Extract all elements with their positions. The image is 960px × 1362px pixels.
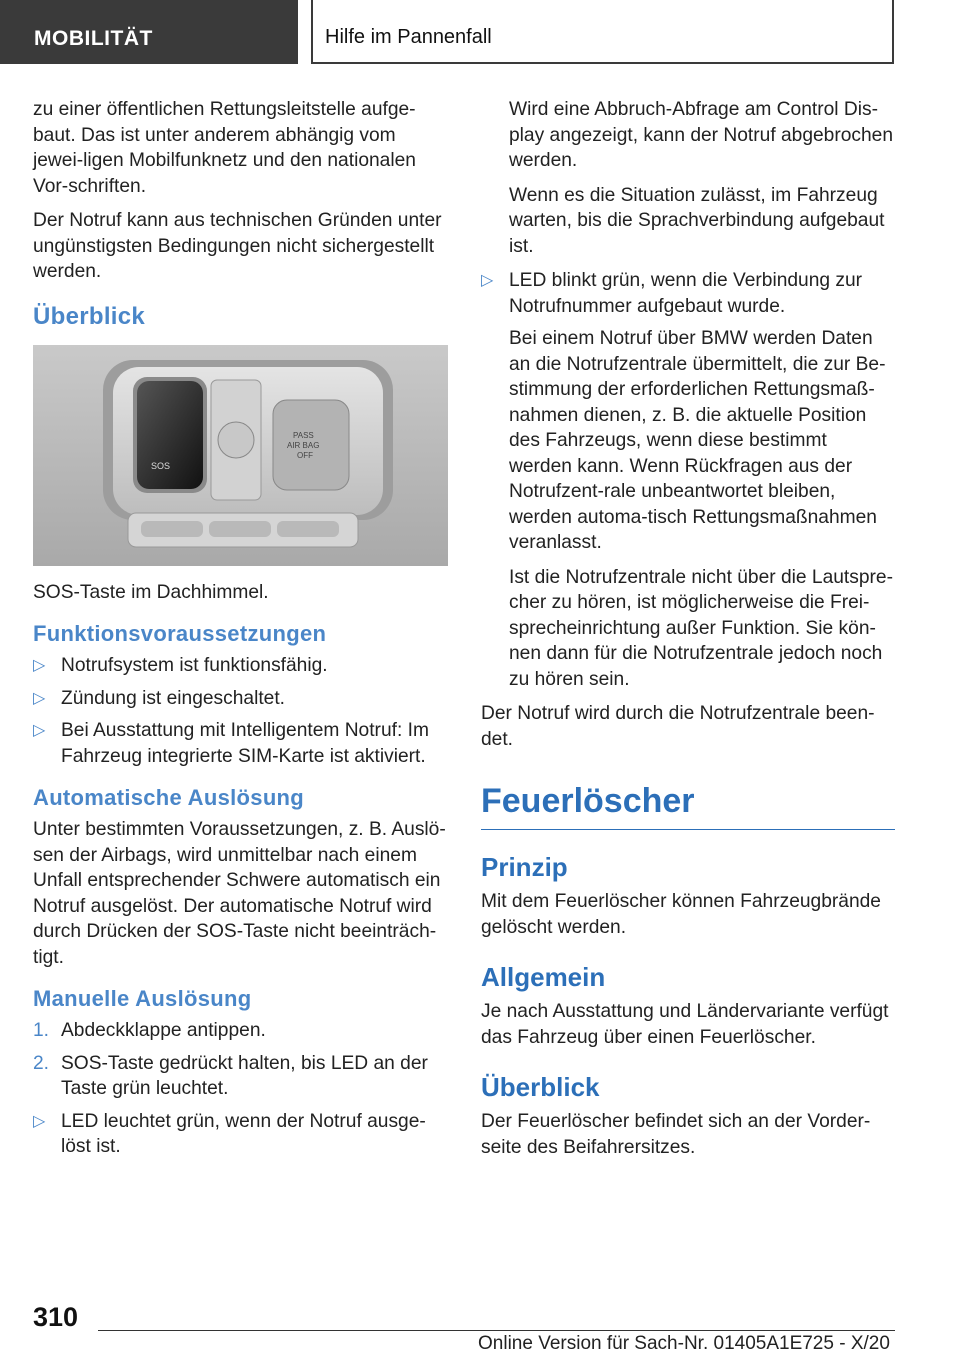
off-label: OFF xyxy=(297,450,313,460)
triangle-bullet-icon: ▷ xyxy=(33,689,46,707)
pass-label: PASS xyxy=(293,430,314,440)
list-item: ▷ Bei Ausstattung mit Intelligentem Notruf: Im Fahrzeug integrierte SIM-Karte ist aktiviert. xyxy=(33,720,429,767)
triangle-bullet-icon: ▷ xyxy=(481,272,494,289)
triangle-bullet-icon: ▷ xyxy=(33,1112,46,1130)
heading-fire-extinguisher: Feuerlöscher xyxy=(481,782,895,830)
cancel-paragraph: Wird eine Abbruch-Abfrage am Control Dis-play angezeigt, kann der Notruf abgebrochen werden. xyxy=(509,99,894,171)
overview-paragraph: Der Feuerlöscher befindet sich an der Vorder-seite des Beifahrersitzes. xyxy=(481,1111,871,1158)
figure-caption: SOS-Taste im Dachhimmel. xyxy=(33,581,269,603)
chapter-title: Hilfe im Pannenfall xyxy=(311,0,894,64)
heading-prerequisites: Funktionsvoraussetzungen xyxy=(33,621,327,646)
heading-overview: Überblick xyxy=(33,302,146,330)
general-paragraph: Je nach Ausstattung und Ländervariante verfügt das Fahrzeug über einen Feuerlöscher. xyxy=(481,1001,889,1048)
page-number: 310 xyxy=(33,1302,79,1332)
speaker-paragraph: Ist die Notrufzentrale nicht über die Lautspre-cher zu hören, ist möglicherweise die Frei-sprecheinrichtung außer Funktion. Sie kön-nen dann für die Notrufzentrale jedoch noch zu hören sein. xyxy=(509,566,893,690)
prerequisites-list xyxy=(33,653,449,769)
automatic-paragraph: Unter bestimmten Voraussetzungen, z. B. Auslö-sen der Airbags, wird unmittelbar nach einem Unfall entsprechender Schwere automatisch ein Notruf ausgelöst. Der automatische Notruf wird durch Drücken der SOS-Taste nicht beeinträch-tigt. xyxy=(33,819,446,968)
intro-paragraph-1: zu einer öffentlichen Rettungsleitstelle aufge-baut. Das ist unter anderem abhängig vom jewei-ligen Mobilfunknetz und den nationalen Vor-schriften. xyxy=(33,99,416,197)
triangle-bullet-icon: ▷ xyxy=(33,657,46,674)
list-item: ▷ LED leuchtet grün, wenn der Notruf ausge-löst ist. xyxy=(33,1110,426,1157)
footer-divider xyxy=(98,1330,895,1331)
manual-steps-list xyxy=(33,1018,449,1160)
end-paragraph: Der Notruf wird durch die Notrufzentrale been-det. xyxy=(481,703,875,750)
left-column xyxy=(33,97,449,1167)
heading-manual: Manuelle Auslösung xyxy=(33,986,252,1011)
footer-text: Online Version für Sach-Nr. 01405A1E725 - X/20 xyxy=(478,1333,890,1354)
list-item: ▷ Notrufsystem ist funktionsfähig. xyxy=(33,653,449,679)
list-item: 2. SOS-Taste gedrückt halten, bis LED an der Taste grün leuchtet. xyxy=(33,1052,428,1099)
heading-automatic: Automatische Auslösung xyxy=(33,785,305,810)
heading-general: Allgemein xyxy=(481,962,606,992)
intro-paragraph-2: Der Notruf kann aus technischen Gründen unter ungünstigsten Bedingungen nicht sichergestellt werden. xyxy=(33,210,442,282)
sos-button-photo xyxy=(33,345,448,566)
list-item: ▷ Zündung ist eingeschaltet. xyxy=(33,686,449,712)
principle-paragraph: Mit dem Feuerlöscher können Fahrzeugbrände gelöscht werden. xyxy=(481,891,881,938)
right-column xyxy=(481,97,895,1169)
list-item: ▷ LED blinkt grün, wenn die Verbindung zur Notrufnummer aufgebaut wurde. xyxy=(481,270,863,317)
heading-overview-right: Überblick xyxy=(481,1072,600,1102)
wait-paragraph: Wenn es die Situation zulässt, im Fahrzeug warten, bis die Sprachverbindung aufgebaut ist. xyxy=(509,184,885,257)
triangle-bullet-icon: ▷ xyxy=(33,722,46,739)
airbag-label: AIR BAG xyxy=(287,440,320,450)
section-tab: MOBILITÄT xyxy=(0,0,298,64)
sos-label: SOS xyxy=(151,460,171,471)
list-item: 1. Abdeckklappe antippen. xyxy=(33,1020,266,1041)
bmw-paragraph: Bei einem Notruf über BMW werden Daten an die Notrufzentrale übermittelt, die zur Be-stimmung der erforderlichen Rettungsmaß-nahmen dienen, z. B. die aktuelle Position des Fahrzeugs, wenn diese bestimmt werden kann. Wenn Rückfragen aus der Notrufzent-rale unbeantwortet bleiben, werden automa-tisch Rettungsmaßnahmen veranlasst. xyxy=(509,328,886,553)
led-list xyxy=(481,268,895,319)
heading-principle: Prinzip xyxy=(481,852,568,882)
